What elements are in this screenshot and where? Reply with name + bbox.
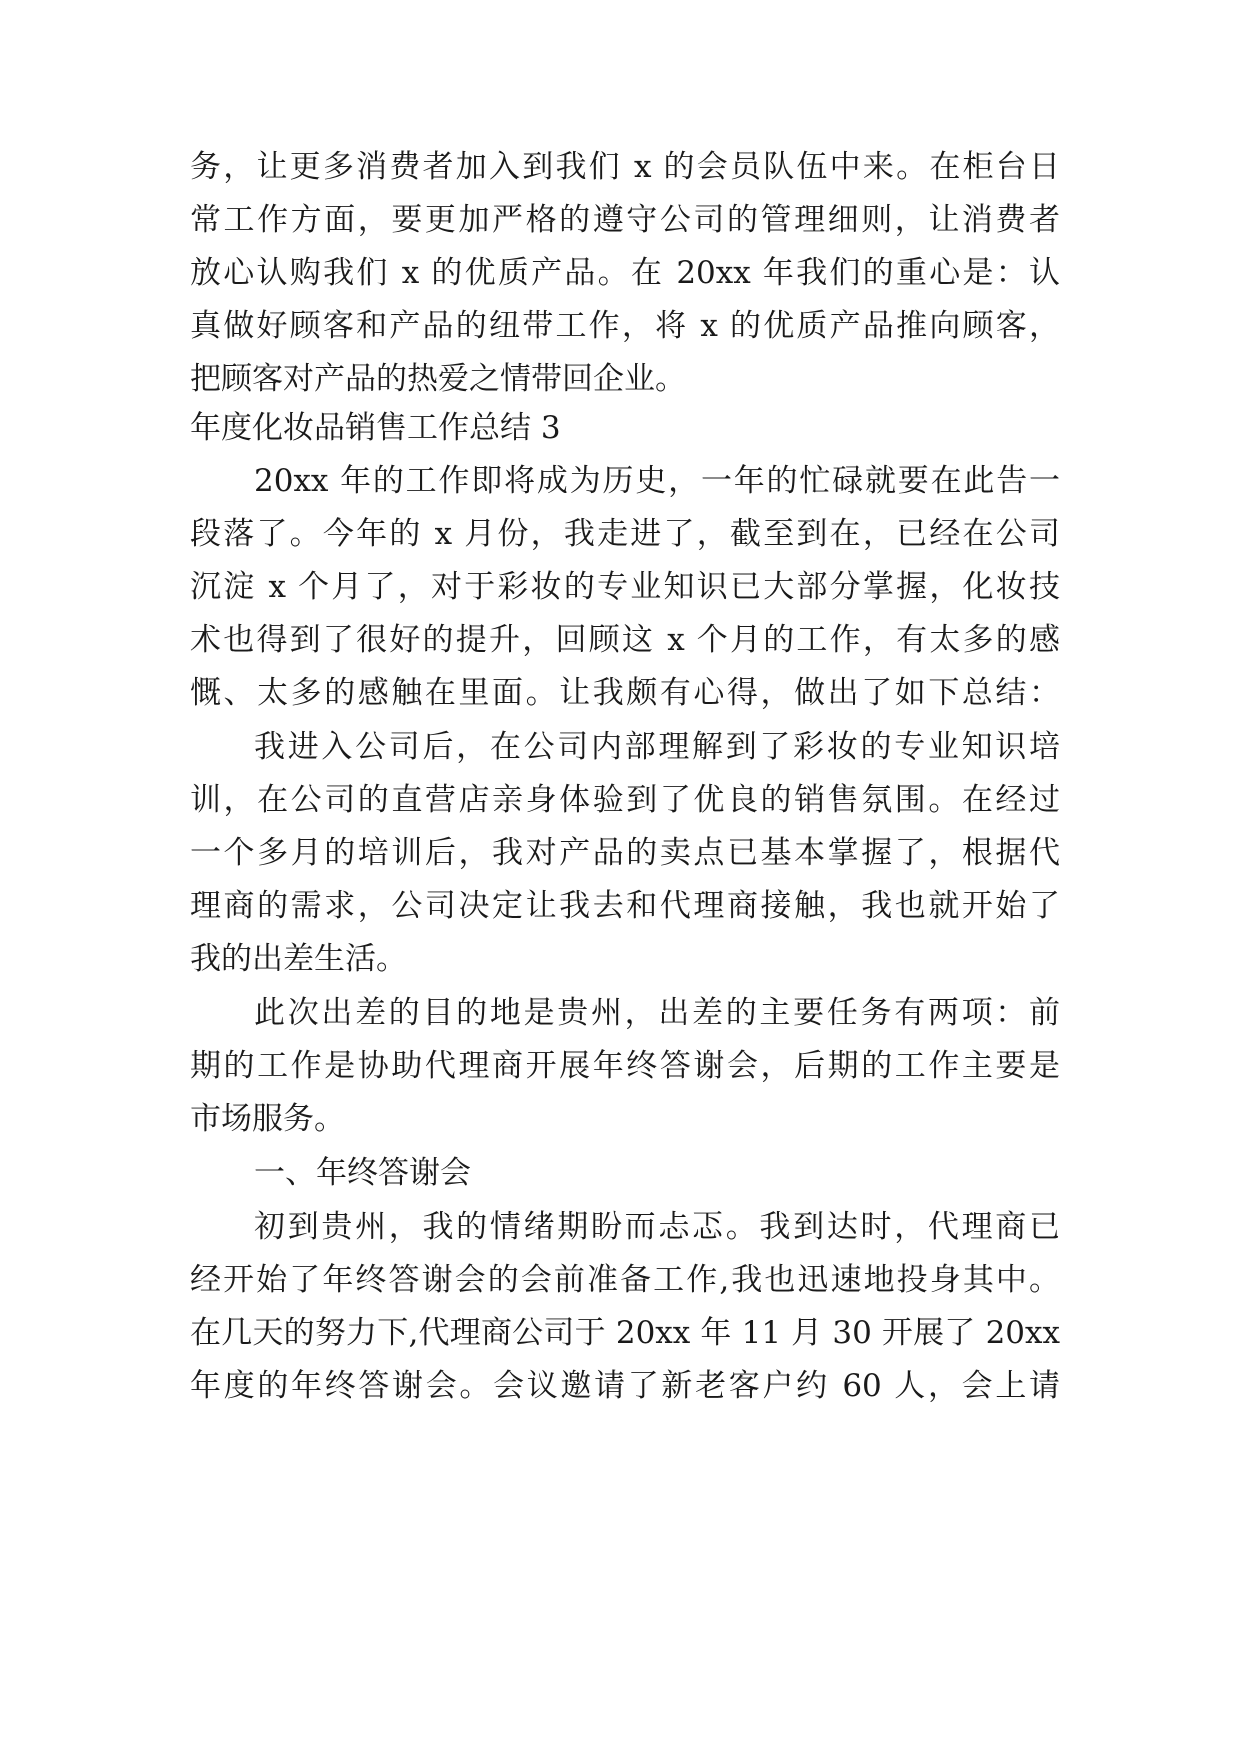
text-line: 真做好顾客和产品的纽带工作，将 x 的优质产品推向顾客，	[190, 308, 1060, 344]
text-line: 术也得到了很好的提升，回顾这 x 个月的工作，有太多的感	[190, 622, 1060, 658]
text-line: 一个多月的培训后，我对产品的卖点已基本掌握了，根据代	[190, 835, 1060, 871]
text-line: 初到贵州，我的情绪期盼而忐忑。我到达时，代理商已	[254, 1209, 1060, 1245]
text-line: 常工作方面，要更加严格的遵守公司的管理细则，让消费者	[190, 202, 1060, 238]
text-line: 理商的需求，公司决定让我去和代理商接触，我也就开始了	[190, 888, 1060, 924]
text-line: 年度的年终答谢会。会议邀请了新老客户约 60 人，会上请	[190, 1368, 1060, 1404]
text-line: 慨、太多的感触在里面。让我颇有心得，做出了如下总结：	[190, 675, 1060, 711]
text-line: 把顾客对产品的热爱之情带回企业。	[190, 361, 686, 397]
text-line: 期的工作是协助代理商开展年终答谢会，后期的工作主要是	[190, 1048, 1060, 1084]
text-line: 此次出差的目的地是贵州，出差的主要任务有两项：前	[254, 995, 1060, 1031]
text-line: 市场服务。	[190, 1101, 345, 1137]
text-line: 在几天的努力下,代理商公司于 20xx 年 11 月 30 开展了 20xx	[190, 1315, 1060, 1351]
text-line: 20xx 年的工作即将成为历史，一年的忙碌就要在此告一	[254, 463, 1060, 499]
text-line: 我进入公司后，在公司内部理解到了彩妆的专业知识培	[254, 729, 1060, 765]
text-line: 务，让更多消费者加入到我们 x 的会员队伍中来。在柜台日	[190, 149, 1060, 185]
text-line: 经开始了年终答谢会的会前准备工作,我也迅速地投身其中。	[190, 1262, 1060, 1298]
text-line: 沉淀 x 个月了，对于彩妆的专业知识已大部分掌握，化妆技	[190, 569, 1060, 605]
subheading: 一、年终答谢会	[254, 1155, 471, 1191]
text-line: 我的出差生活。	[190, 941, 407, 977]
text-line: 段落了。今年的 x 月份，我走进了，截至到在，已经在公司	[190, 516, 1060, 552]
text-line: 放心认购我们 x 的优质产品。在 20xx 年我们的重心是：认	[190, 255, 1060, 291]
text-line: 训，在公司的直营店亲身体验到了优良的销售氛围。在经过	[190, 782, 1060, 818]
section-heading: 年度化妆品销售工作总结 3	[190, 410, 561, 446]
